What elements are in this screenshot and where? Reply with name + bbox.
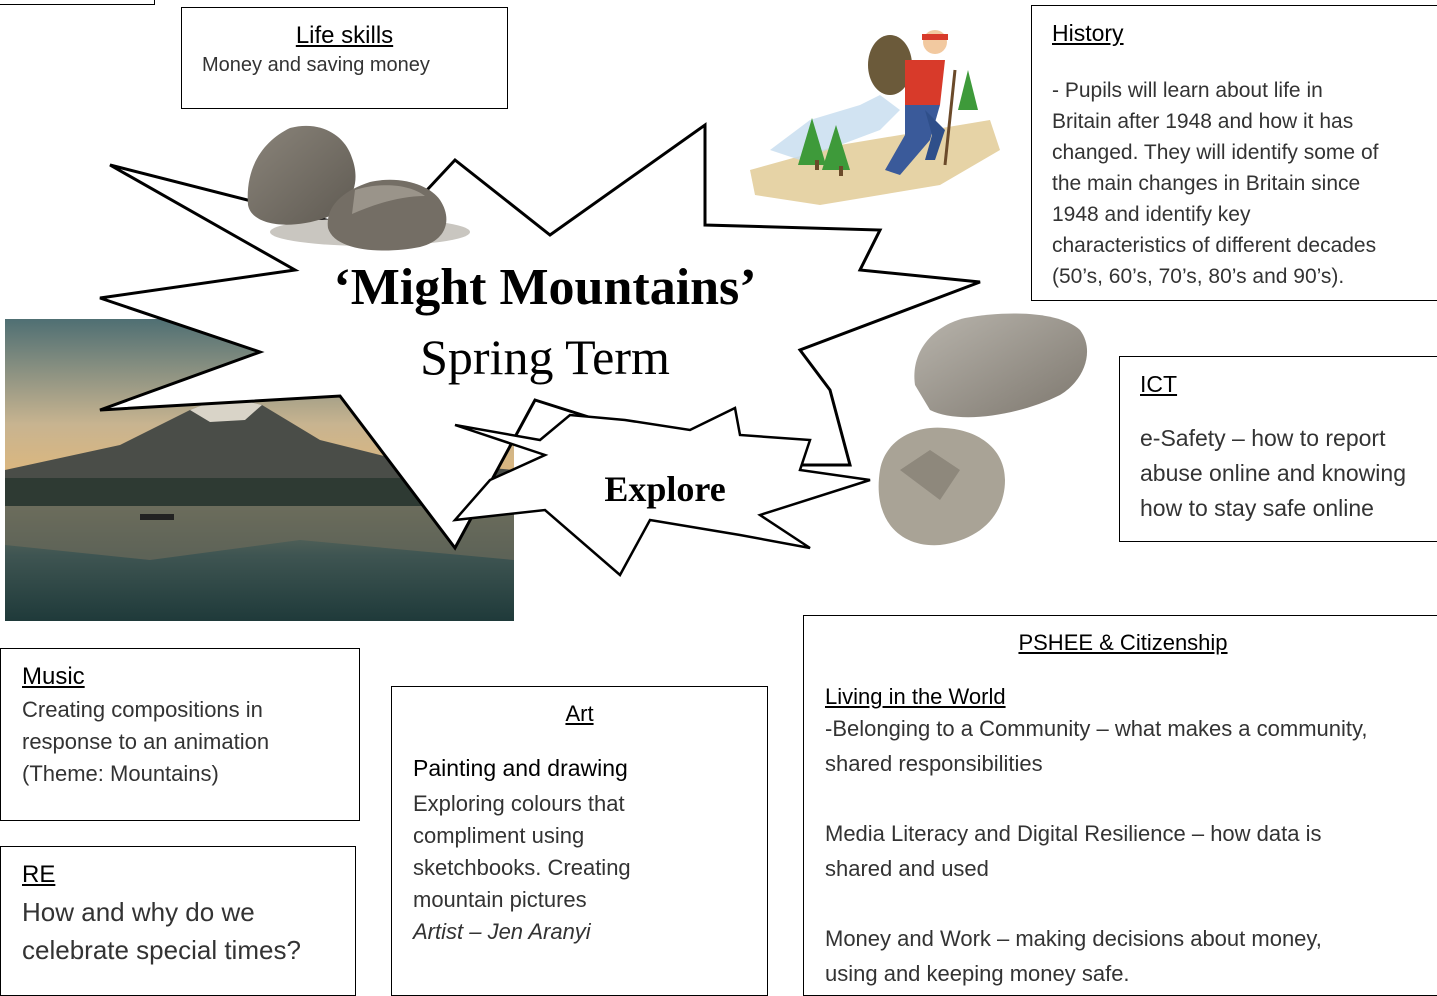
pshee-box [803,615,1437,996]
explore-label: Explore [604,469,726,509]
pshee-subheading: Living in the World [825,684,1006,709]
history-heading: History [1052,20,1124,46]
history-line: (50’s, 60’s, 70’s, 80’s and 90’s). [1052,265,1345,288]
pshee-heading: PSHEE & Citizenship [1018,630,1228,655]
history-text [1052,75,1437,292]
ict-line: how to stay safe online [1140,495,1374,521]
ict-text [1140,421,1406,526]
history-line: characteristics of different decades [1052,234,1377,257]
re-box [0,846,356,996]
music-line: response to an animation [22,729,270,754]
hiker-icon [750,30,1000,205]
art-subheading: Painting and drawing [413,755,628,781]
history-line: - Pupils will learn about life in [1052,79,1323,102]
page-title: ‘Might Mountains’ [333,259,757,316]
music-text [22,694,269,790]
re-line: celebrate special times? [22,935,301,965]
pshee-line [825,781,1368,816]
music-heading: Music [22,663,85,690]
re-text [22,893,301,969]
music-line: Creating compositions in [22,697,263,722]
pshee-line: shared and used [825,856,989,881]
history-line: 1948 and identify key [1052,203,1251,226]
pshee-line: shared responsibilities [825,751,1043,776]
history-line: the main changes in Britain since [1052,172,1361,195]
ict-line: e-Safety – how to report [1140,425,1386,451]
pshee-line: -Belonging to a Community – what makes a community, [825,716,1368,741]
history-line: changed. They will identify some of [1052,141,1379,164]
art-line: sketchbooks. Creating [413,855,631,880]
art-line: Exploring colours that [413,791,625,816]
art-text [413,788,631,948]
art-box [391,686,768,996]
stacked-rocks-icon [879,314,1087,546]
life-skills-box [181,7,508,109]
pshee-line: Media Literacy and Digital Resilience – how data is [825,821,1322,846]
pshee-line [825,886,1368,921]
pshee-line: using and keeping money safe. [825,961,1130,986]
ict-box [1119,356,1437,542]
art-artist: Artist – Jen Aranyi [413,919,591,944]
life-skills-text: Money and saving money [202,54,430,76]
music-box [0,648,360,821]
pshee-text [825,711,1368,991]
pshee-line: Money and Work – making decisions about money, [825,926,1322,951]
art-heading: Art [565,701,594,726]
re-heading: RE [22,861,56,888]
ict-heading: ICT [1140,371,1178,397]
ict-line: abuse online and knowing [1140,460,1406,486]
re-line: How and why do we [22,897,255,927]
life-skills-heading: Life skills [295,22,394,49]
art-line: compliment using [413,823,585,848]
history-box [1031,5,1437,301]
art-line: mountain pictures [413,887,587,912]
history-line: Britain after 1948 and how it has [1052,110,1354,133]
page-subtitle: Spring Term [420,329,670,385]
music-line: (Theme: Mountains) [22,761,219,786]
